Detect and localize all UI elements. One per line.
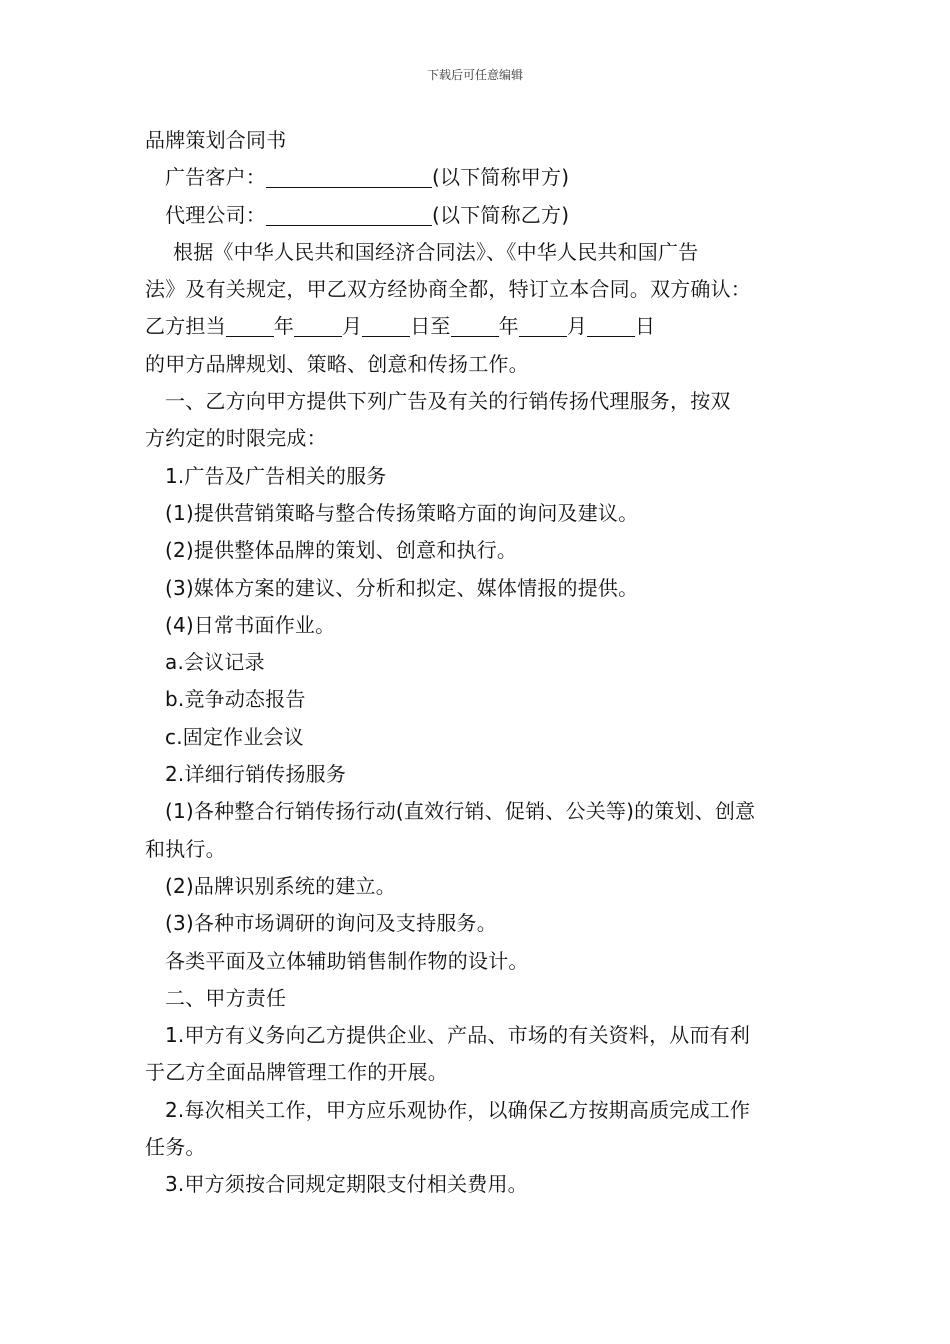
- term-blank-3: [362, 314, 410, 337]
- s1-item-1-4: (4)日常书面作业。: [165, 612, 336, 637]
- agency-blank: [266, 203, 432, 226]
- s1-item-1: 1.广告及广告相关的服务: [165, 463, 387, 488]
- term-blank-5: [519, 314, 567, 337]
- client-label: 广告客户：: [165, 165, 266, 190]
- client-suffix: (以下简称甲方): [432, 165, 570, 190]
- term-year: 年: [273, 314, 295, 339]
- s2-item-2b: 任务。: [145, 1135, 206, 1160]
- term-month-2: 月: [566, 314, 588, 339]
- s1-sub-b: b.竞争动态报告: [165, 687, 306, 712]
- intro-line-4: 的甲方品牌规划、策略、创意和传扬工作。: [145, 351, 529, 376]
- agency-suffix: (以下简称乙方): [432, 202, 570, 227]
- section-2-heading: 二、甲方责任: [165, 985, 287, 1010]
- agency-label: 代理公司：: [165, 202, 266, 227]
- s1-item-1-1: (1)提供营销策略与整合传扬策略方面的询问及建议。: [165, 500, 639, 525]
- agency-line: [145, 197, 810, 234]
- s1-item-2-4: 各类平面及立体辅助销售制作物的设计。: [165, 948, 529, 973]
- term-blank-2: [294, 314, 342, 337]
- s2-item-2a: 2.每次相关工作，甲方应乐观协作，以确保乙方按期高质完成工作: [165, 1097, 751, 1122]
- term-day-2: 日: [635, 314, 656, 339]
- term-day-to: 日至: [410, 314, 451, 339]
- s1-item-2-2: (2)品牌识别系统的建立。: [165, 873, 396, 898]
- s2-item-3: 3.甲方须按合同规定期限支付相关费用。: [165, 1172, 528, 1197]
- term-prefix: 乙方担当: [145, 314, 226, 339]
- client-blank: [266, 165, 432, 188]
- s1-item-2: 2.详细行销传扬服务: [165, 762, 347, 787]
- s2-item-1b: 于乙方全面品牌管理工作的开展。: [145, 1060, 448, 1085]
- term-blank-4: [451, 314, 499, 337]
- term-month: 月: [342, 314, 363, 339]
- s1-sub-c: c.固定作业会议: [165, 724, 304, 749]
- s1-item-2-1b: 和执行。: [145, 836, 226, 861]
- header-note: 下载后可任意编辑: [426, 68, 523, 82]
- term-blank-1: [226, 314, 274, 337]
- s1-sub-a: a.会议记录: [165, 650, 265, 675]
- section-1-line-2: 方约定的时限完成：: [145, 426, 327, 451]
- s1-item-2-3: (3)各种市场调研的询问及支持服务。: [165, 911, 497, 936]
- s1-item-1-2: (2)提供整体品牌的策划、创意和执行。: [165, 538, 518, 563]
- client-line: [145, 159, 810, 196]
- term-year-2: 年: [498, 314, 519, 339]
- s2-item-1a: 1.甲方有义务向乙方提供企业、产品、市场的有关资料，从而有利: [165, 1023, 751, 1048]
- intro-line-1: 根据《中华人民共和国经济合同法》、《中华人民共和国广告: [173, 239, 699, 264]
- contract-body: [145, 122, 810, 1204]
- intro-line-2: 法》及有关规定，甲乙双方经协商全都，特订立本合同。双方确认：: [145, 277, 751, 302]
- term-line: [145, 308, 810, 345]
- term-blank-6: [587, 314, 635, 337]
- section-1-line-1: 一、乙方向甲方提供下列广告及有关的行销传扬代理服务，按双: [165, 389, 731, 414]
- page-title: 品牌策划合同书: [145, 128, 287, 152]
- s1-item-1-3: (3)媒体方案的建议、分析和拟定、媒体情报的提供。: [165, 575, 639, 600]
- s1-item-2-1a: (1)各种整合行销传扬行动(直效行销、促销、公关等)的策划、创意: [165, 799, 756, 824]
